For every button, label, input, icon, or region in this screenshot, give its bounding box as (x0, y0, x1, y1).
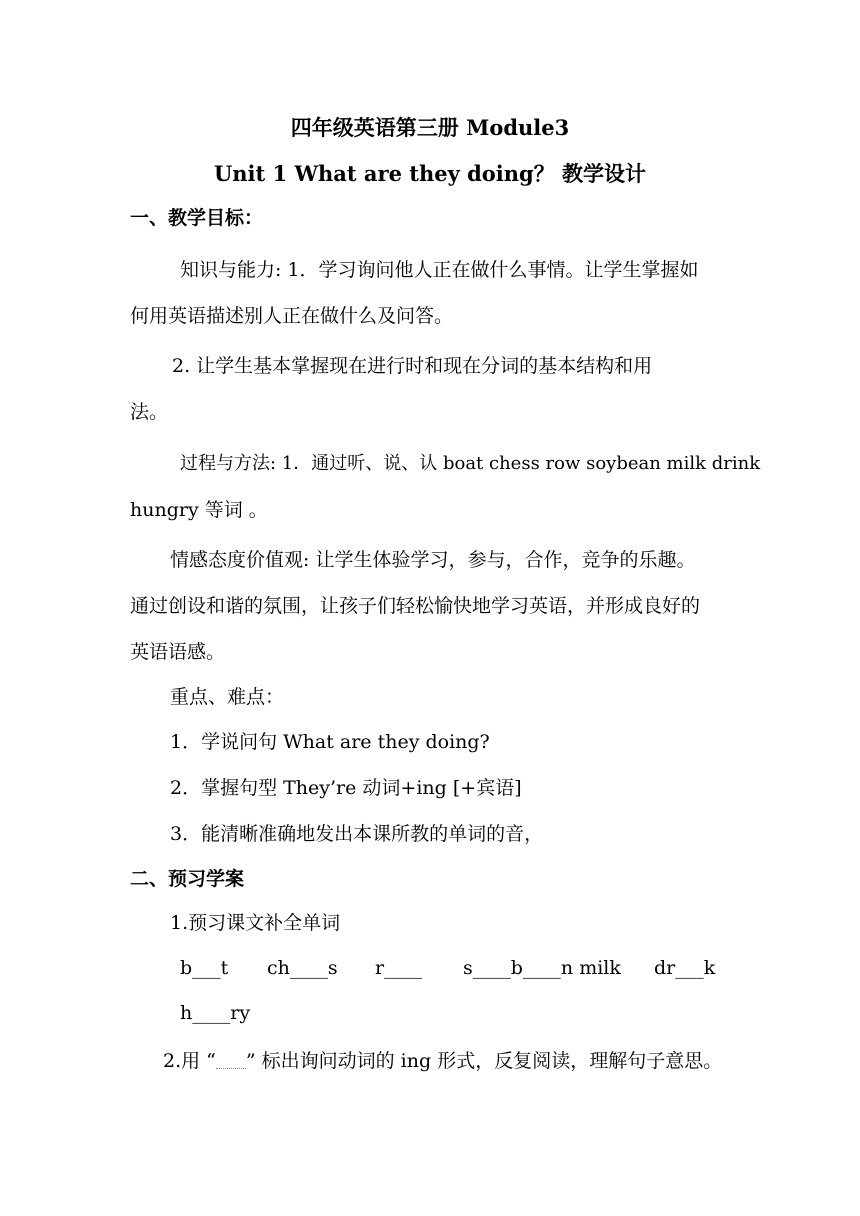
emotion-text-line2: 通过创设和谐的氛围，让孩子们轻松愉快地学习英语，并形成良好的 (130, 595, 701, 617)
section-heading-objectives: 一、教学目标： (130, 207, 264, 229)
key-point-2: 2．掌握句型 They’re 动词+ing [+宾语] (170, 777, 522, 799)
document-title: 四年级英语第三册 Module3 (290, 115, 570, 140)
word-blank-boat: b___t (180, 957, 229, 979)
emotion-text-line3: 英语语感。 (130, 641, 226, 663)
word-blank-chess: ch____s (267, 957, 338, 979)
document-subtitle: Unit 1 What are they doing？ 教学设计 (213, 161, 647, 186)
key-point-3: 3．能清晰准确地发出本课所教的单词的音， (170, 823, 544, 845)
key-points-heading: 重点、难点： (170, 686, 285, 708)
word-blank-hungry: h____ry (180, 1002, 251, 1024)
wavy-underline-mark (216, 1050, 246, 1069)
preview-item-2-prefix: 2.用 “ (163, 1050, 216, 1072)
word-blank-soybean-milk: s____b____n milk (463, 957, 621, 979)
knowledge-text-line2: 何用英语描述别人正在做什么及问答。 (130, 305, 454, 327)
knowledge2-text-line2: 法。 (130, 401, 169, 423)
preview-item-1: 1.预习课文补全单词 (170, 912, 341, 934)
word-blank-drink: dr___k (654, 957, 716, 979)
preview-item-2-suffix: ” 标出询问动词的 ing 形式，反复阅读，理解句子意思。 (245, 1050, 723, 1072)
key-point-1: 1．学说问句 What are they doing? (170, 731, 490, 753)
preview-item-2 (163, 1048, 722, 1074)
knowledge2-text-line1: 2. 让学生基本掌握现在进行时和现在分词的基本结构和用 (172, 355, 653, 377)
section-heading-preview: 二、预习学案 (130, 868, 245, 890)
knowledge-text-line1: 知识与能力: 1．学习询问他人正在做什么事情。让学生掌握如 (180, 259, 699, 281)
emotion-text-line1: 情感态度价值观: 让学生体验学习，参与，合作，竞争的乐趣。 (170, 549, 696, 571)
process-text-line1: 过程与方法: 1．通过听、说、认 boat chess row soybean milk drink (180, 453, 761, 474)
process-text-line2: hungry 等词 。 (130, 499, 268, 521)
word-blank-row: r____ (375, 957, 423, 979)
